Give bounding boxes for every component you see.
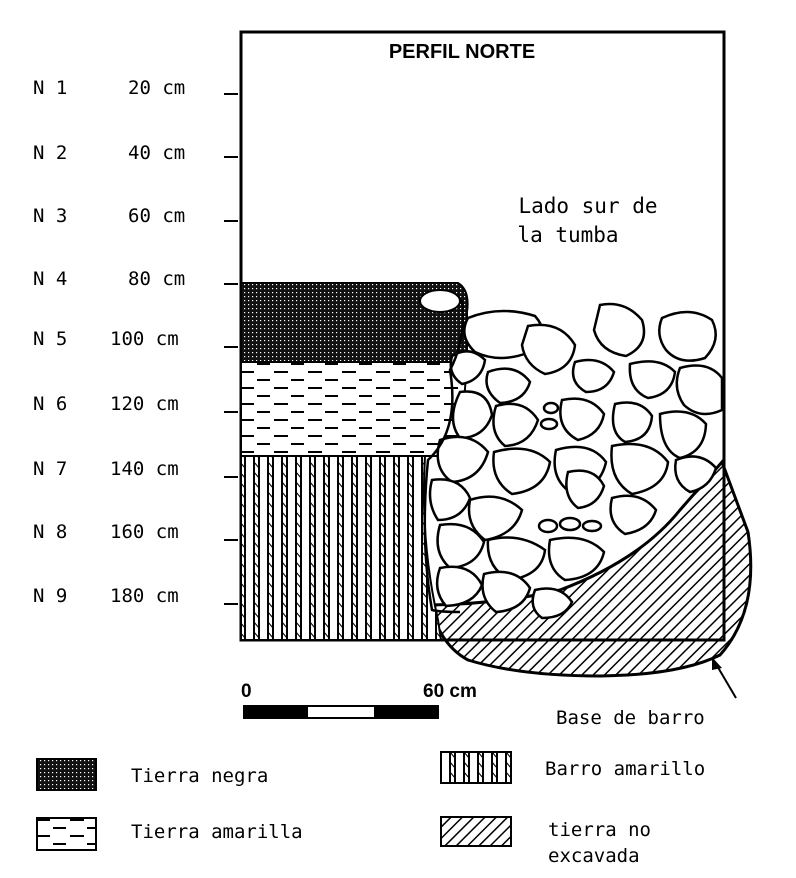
level-depth: 80 cm (128, 268, 186, 290)
level-name: N 9 (33, 585, 68, 607)
level-depth: 20 cm (128, 77, 186, 99)
level-name: N 7 (33, 458, 68, 480)
level-depth: 160 cm (110, 521, 179, 543)
scale-bar (244, 706, 438, 718)
level-depth: 180 cm (110, 585, 179, 607)
legend-label-tierra-negra: Tierra negra (131, 765, 269, 787)
stone (677, 366, 722, 414)
depth-ticks (224, 94, 238, 604)
page-title: PERFIL NORTE (388, 41, 536, 63)
level-name: N 6 (33, 393, 68, 415)
stone (630, 361, 675, 398)
stone (541, 419, 557, 429)
level-depth: 140 cm (110, 458, 179, 480)
level-name: N 8 (33, 521, 68, 543)
stone (594, 304, 644, 356)
legend-swatch-tierra-negra (37, 759, 96, 790)
pebble (420, 290, 460, 312)
stone (660, 412, 706, 458)
annotation-line-1: Lado sur de (518, 194, 658, 218)
level-name: N 4 (33, 268, 68, 290)
scale-end: 60 cm (423, 681, 477, 702)
level-depth: 120 cm (110, 393, 179, 415)
level-name: N 2 (33, 142, 68, 164)
stone (560, 399, 604, 440)
stone (659, 312, 715, 361)
stone (438, 437, 488, 482)
stone (566, 471, 604, 508)
scale-start: 0 (241, 681, 252, 702)
stratum-tierra-amarilla (241, 362, 467, 456)
base-arrow (716, 664, 736, 698)
legend-label-tierra-amarilla: Tierra amarilla (131, 821, 303, 843)
level-depth: 60 cm (128, 205, 186, 227)
level-name: N 1 (33, 77, 68, 99)
stone (493, 449, 550, 494)
level-name: N 5 (33, 328, 68, 350)
legend-swatch-no-excavada (441, 817, 511, 846)
annotation-line-2: la tumba (517, 223, 619, 247)
stone (522, 325, 575, 374)
stone (560, 518, 580, 530)
level-depth: 100 cm (110, 328, 179, 350)
stone (430, 479, 470, 520)
legend-label-no-excavada-1: tierra no (548, 819, 651, 841)
stone (611, 496, 656, 534)
legend (37, 752, 705, 867)
stone (453, 391, 492, 438)
legend-label-no-excavada-2: excavada (548, 845, 640, 867)
level-depth: 40 cm (128, 142, 186, 164)
stone (573, 360, 614, 392)
stone (583, 521, 601, 531)
base-label: Base de barro (556, 707, 705, 729)
stone (544, 403, 558, 413)
legend-swatch-barro-amarillo (441, 752, 511, 783)
stone (493, 404, 538, 446)
stone (487, 369, 531, 403)
stone (611, 444, 668, 494)
arrow-head-icon (712, 657, 722, 670)
legend-label-barro-amarillo: Barro amarillo (545, 758, 706, 780)
stratum-barro-amarillo (241, 456, 441, 640)
stone (613, 403, 652, 443)
legend-swatch-tierra-amarilla (37, 818, 96, 850)
level-name: N 3 (33, 205, 68, 227)
stone (437, 567, 482, 606)
stone (539, 520, 557, 532)
